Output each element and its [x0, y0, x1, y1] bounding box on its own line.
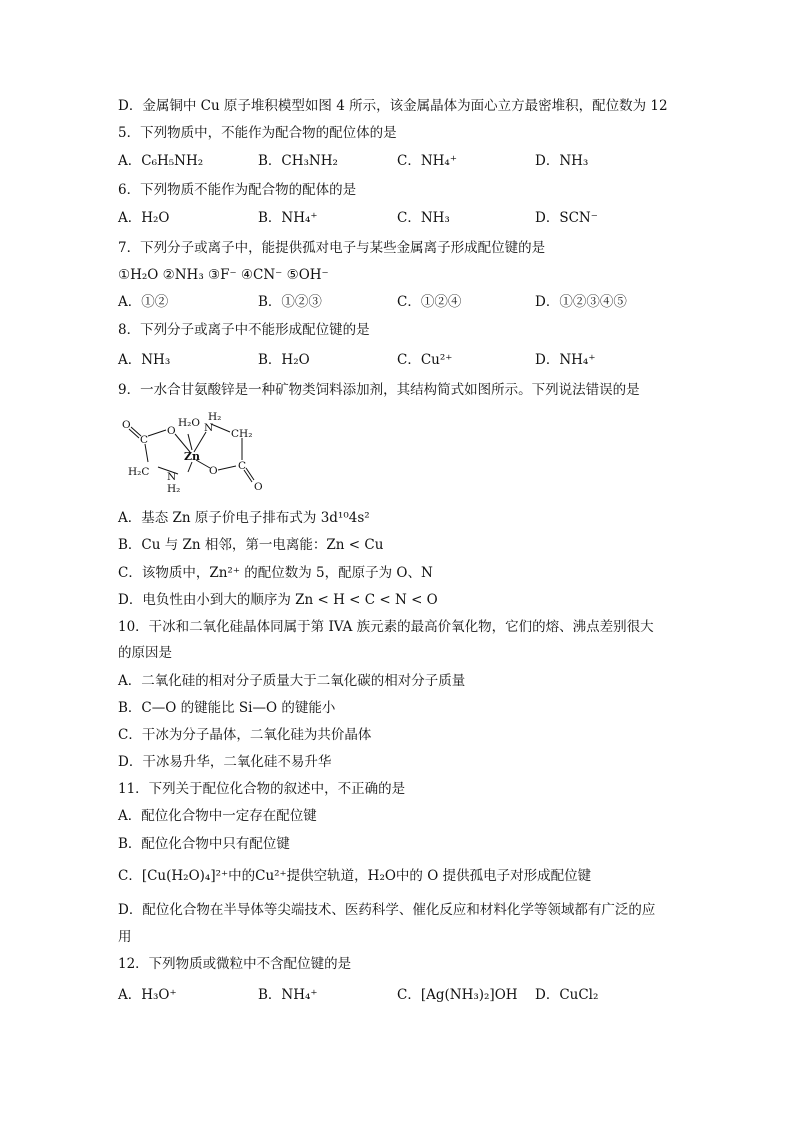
question-5: 5．下列物质中，不能作为配合物的配位体的是: [118, 125, 397, 141]
structure-o-bottom-right: O: [254, 481, 263, 493]
structure-n-top: N: [204, 422, 214, 434]
q7-items: ①H₂O ②NH₃ ③F⁻ ④CN⁻ ⑤OH⁻: [118, 267, 329, 283]
q9-option-d: D．电负性由小到大的顺序为 Zn < H < C < N < O: [118, 592, 438, 608]
q8-option-b: B．H₂O: [258, 352, 310, 368]
q12-option-c: C．[Ag(NH₃)₂]OH: [397, 987, 518, 1003]
q10-option-d: D．干冰易升华，二氧化硅不易升华: [118, 754, 332, 770]
structure-n-bottom: N: [167, 471, 177, 483]
q9-option-c: C．该物质中，Zn²⁺ 的配位数为 5，配原子为 O、N: [118, 565, 433, 581]
q9-option-a: A．基态 Zn 原子价电子排布式为 3d¹⁰4s²: [118, 510, 370, 526]
structure-o-top-left: O: [122, 419, 131, 431]
q11-option-d-line-2: 用: [118, 929, 132, 945]
q4-option-d: D．金属铜中 Cu 原子堆积模型如图 4 所示，该金属晶体为面心立方最密堆积，配位数为 12: [118, 98, 668, 114]
q7-option-a: A．①②: [118, 294, 169, 310]
question-10-line-1: 10．干冰和二氧化硅晶体同属于第 IVA 族元素的最高价氧化物，它们的熔、沸点差别很大: [118, 619, 654, 635]
question-11: 11．下列关于配位化合物的叙述中，不正确的是: [118, 781, 406, 797]
q10-option-c: C．干冰为分子晶体，二氧化硅为共价晶体: [118, 727, 372, 743]
q7-option-b: B．①②③: [258, 294, 322, 310]
q8-option-c: C．Cu²⁺: [397, 352, 453, 368]
q6-option-b: B．NH₄⁺: [258, 210, 318, 226]
question-10-line-2: 的原因是: [118, 645, 172, 661]
q11-option-c: C．[Cu(H₂O)₄]²⁺中的Cu²⁺提供空轨道，H₂O中的 O 提供孤电子对形成配位键: [118, 868, 592, 884]
q7-option-c: C．①②④: [397, 294, 462, 310]
structure-c-left: C: [140, 434, 149, 446]
structure-h2c: H₂C: [128, 466, 150, 478]
q5-option-d: D．NH₃: [535, 153, 589, 169]
question-8: 8．下列分子或离子中不能形成配位键的是: [118, 322, 370, 338]
q5-option-c: C．NH₄⁺: [397, 153, 457, 169]
q10-option-a: A．二氧化硅的相对分子质量大于二氧化碳的相对分子质量: [118, 673, 466, 689]
structure-c-right: C: [238, 460, 247, 472]
q6-option-a: A．H₂O: [118, 210, 170, 226]
q8-option-a: A．NH₃: [118, 352, 171, 368]
q5-option-b: B．CH₃NH₂: [258, 153, 338, 169]
structure-o-ring-left: O: [167, 425, 176, 437]
structure-o-ring-right: O: [209, 465, 218, 477]
q7-option-d: D．①②③④⑤: [535, 294, 627, 310]
q6-option-c: C．NH₃: [397, 210, 450, 226]
q12-option-b: B．NH₄⁺: [258, 987, 318, 1003]
q12-option-a: A．H₃O⁺: [118, 987, 177, 1003]
q11-option-d-line-1: D．配位化合物在半导体等尖端技术、医药科学、催化反应和材料化学等领域都有广泛的应: [118, 902, 656, 918]
q11-option-a: A．配位化合物中一定存在配位键: [118, 808, 317, 824]
question-12: 12．下列物质或微粒中不含配位键的是: [118, 956, 352, 972]
structure-ch2-right: CH₂: [231, 428, 253, 440]
glycine-zinc-structure: [118, 410, 278, 500]
q9-option-b: B．Cu 与 Zn 相邻，第一电离能：Zn < Cu: [118, 537, 384, 553]
structure-h2o: H₂O: [178, 417, 200, 429]
question-9: 9．一水合甘氨酸锌是一种矿物类饲料添加剂，其结构简式如图所示。下列说法错误的是: [118, 382, 640, 398]
structure-zn: Zn: [184, 450, 201, 463]
q11-option-b: B．配位化合物中只有配位键: [118, 836, 290, 852]
q10-option-b: B．C—O 的键能比 Si—O 的键能小: [118, 700, 336, 716]
structure-h2-top: H₂: [208, 411, 222, 423]
q5-option-a: A．C₆H₅NH₂: [118, 153, 204, 169]
structure-h2-bottom: H₂: [167, 483, 181, 495]
question-6: 6．下列物质不能作为配合物的配体的是: [118, 182, 357, 198]
q12-option-d: D．CuCl₂: [535, 987, 599, 1003]
q8-option-d: D．NH₄⁺: [535, 352, 596, 368]
question-7: 7．下列分子或离子中，能提供孤对电子与某些金属离子形成配位键的是: [118, 240, 546, 256]
q6-option-d: D．SCN⁻: [535, 210, 598, 226]
